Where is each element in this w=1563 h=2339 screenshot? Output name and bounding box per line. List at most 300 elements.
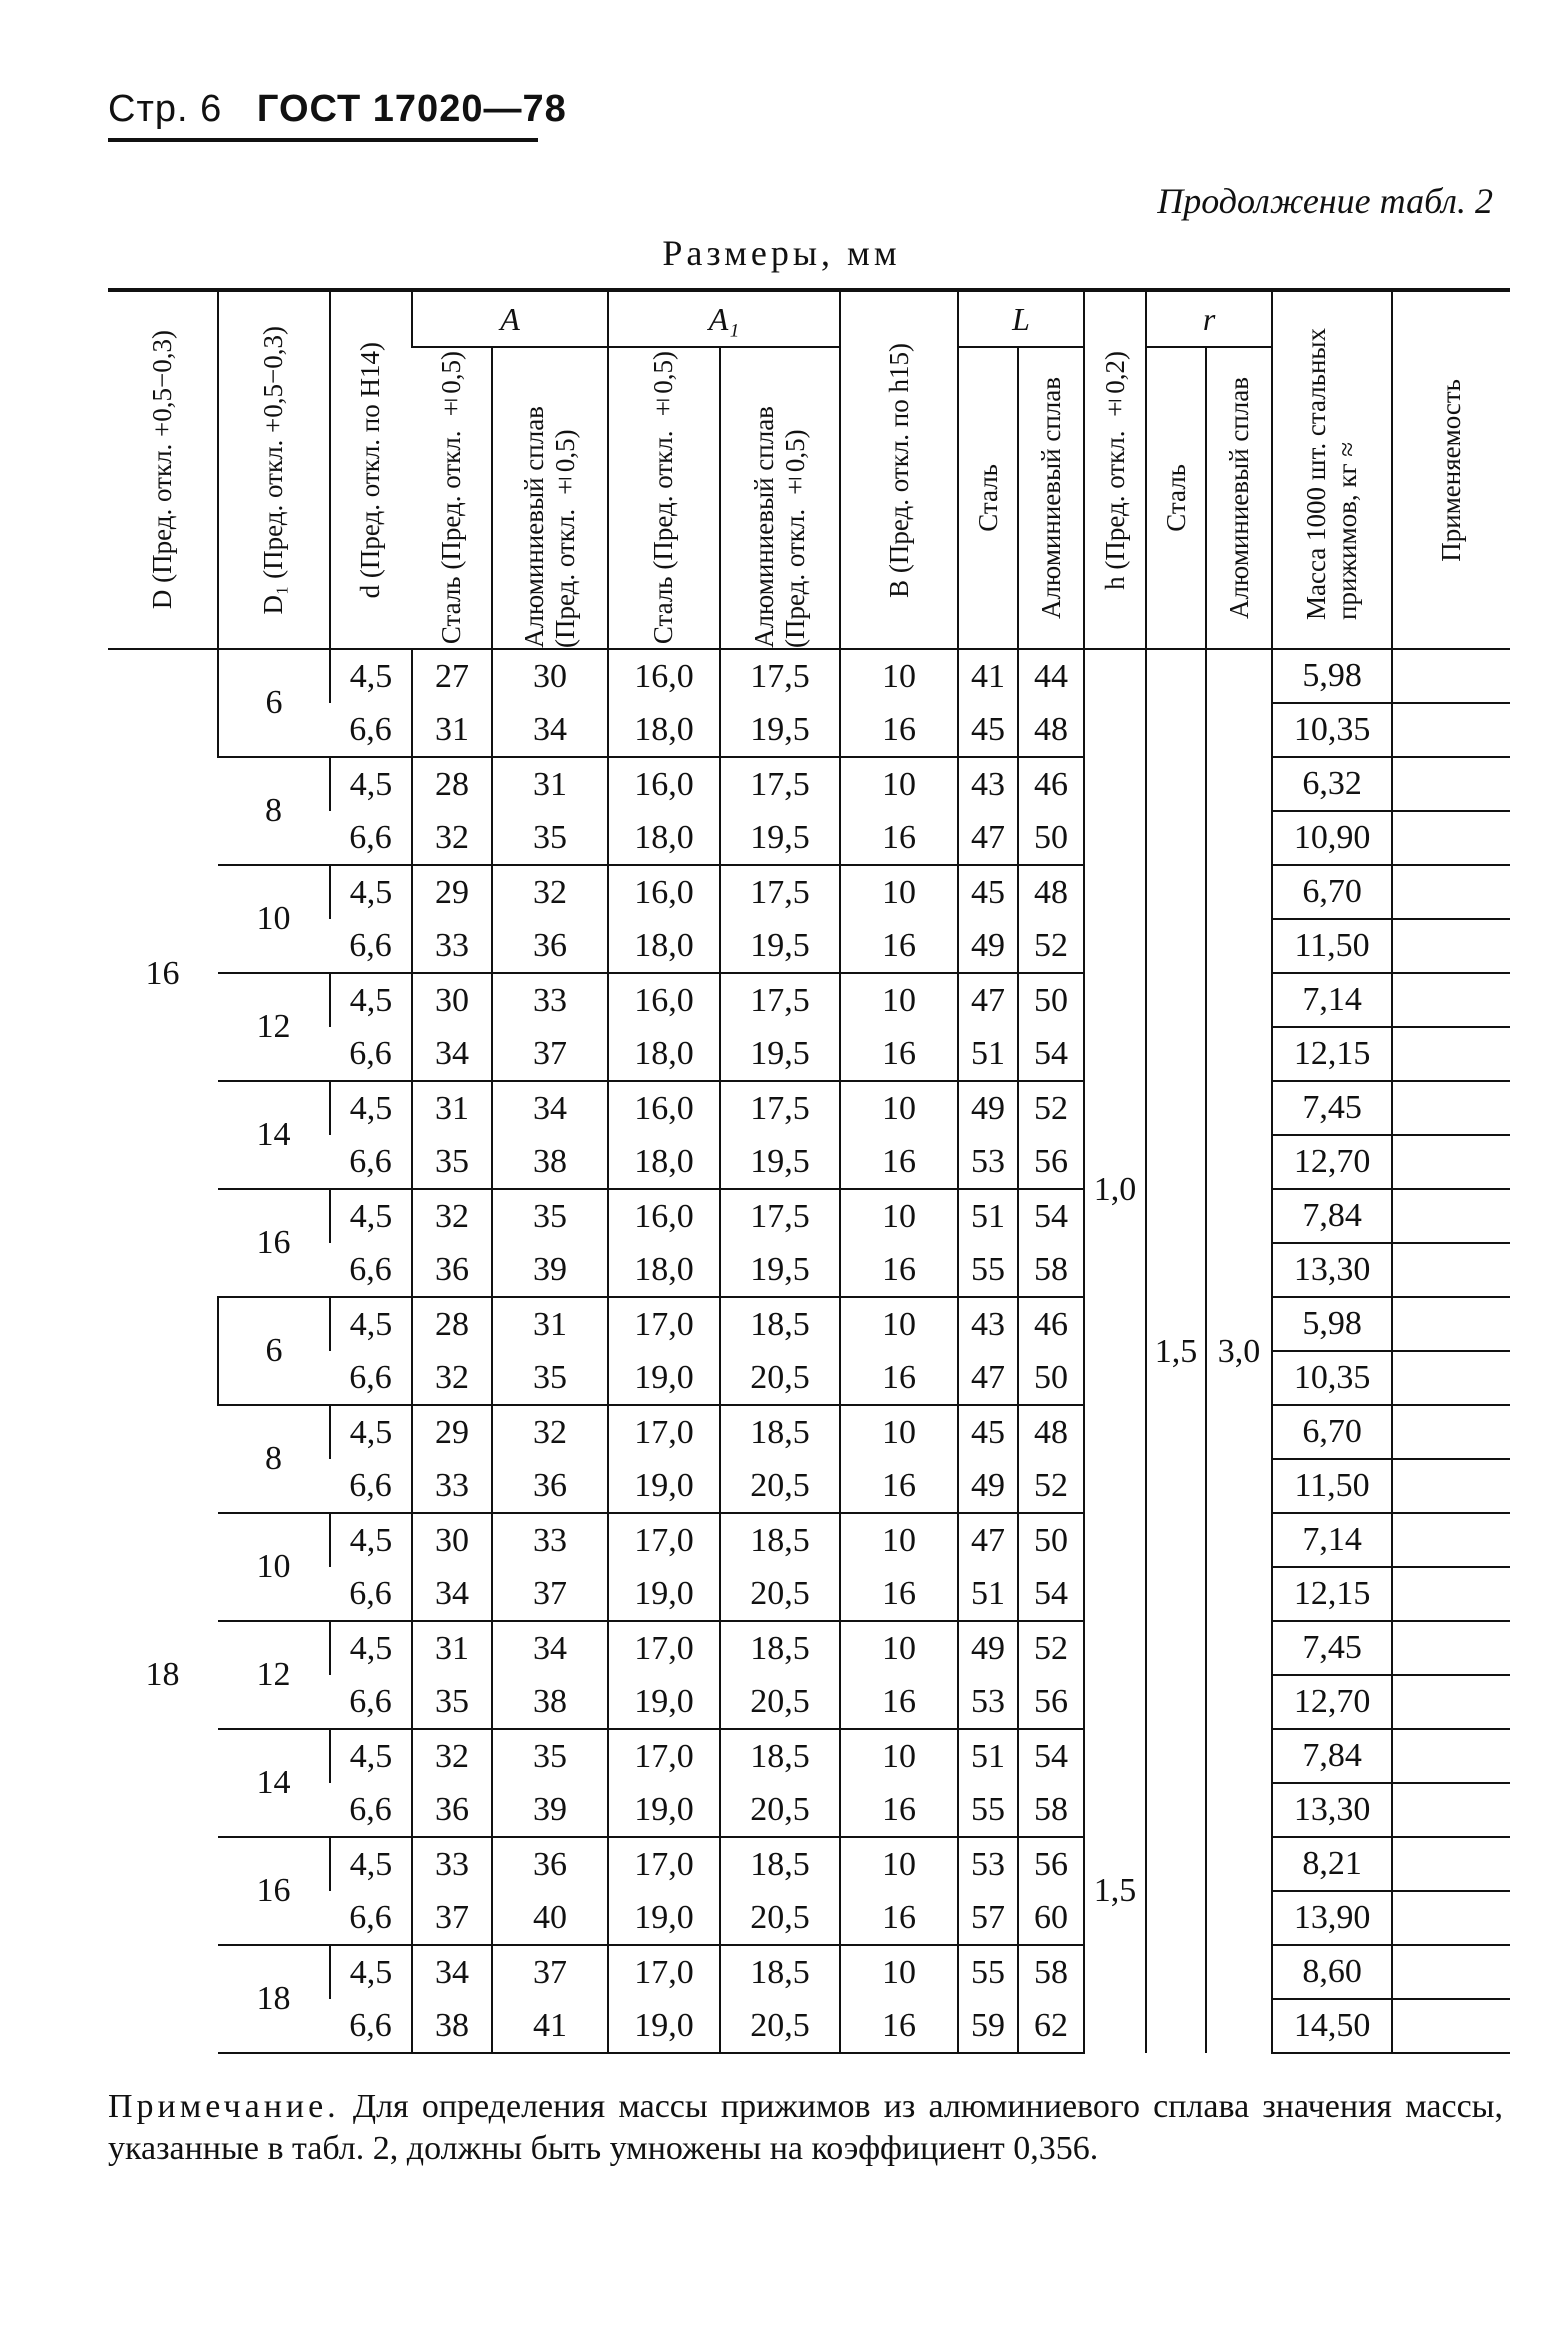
- cell-L-steel: 45: [958, 865, 1018, 919]
- cell-mass: 12,15: [1272, 1027, 1392, 1081]
- cell-B: 10: [840, 1081, 958, 1135]
- cell-mass: 7,14: [1272, 1513, 1392, 1567]
- cell-d: 4,5: [330, 1837, 412, 1891]
- table-row: [108, 1945, 1510, 1999]
- col-header-D: D (Пред. откл. +0,5−0,3): [108, 290, 218, 649]
- cell-A1-steel: 19,0: [608, 1891, 720, 1945]
- cell-d: 4,5: [330, 1405, 412, 1459]
- cell-A1-alu: 17,5: [720, 649, 840, 703]
- col-group-A1: A₁: [608, 290, 840, 347]
- cell-A-steel: 33: [412, 1837, 492, 1891]
- cell-L-alu: 52: [1018, 1081, 1084, 1135]
- note-text: Для определения массы прижимов из алюминиевого сплава значения массы, указанные в табл. 2, должны быть умножены на коэффициент 0,356.: [108, 2088, 1503, 2167]
- cell-A-alu: 35: [492, 1189, 608, 1243]
- cell-d: 4,5: [330, 649, 412, 703]
- cell-L-alu: 56: [1018, 1837, 1084, 1891]
- cell-L-alu: 58: [1018, 1945, 1084, 1999]
- cell-applicability: [1392, 1891, 1510, 1945]
- col-header-h: h (Пред. откл. ±0,2): [1084, 290, 1146, 649]
- col-header-A1-alu: Алюминиевый сплав (Пред. откл. ±0,5): [720, 347, 840, 649]
- cell-L-steel: 49: [958, 1459, 1018, 1513]
- cell-mass: 6,70: [1272, 865, 1392, 919]
- cell-B: 10: [840, 1405, 958, 1459]
- table-row: [108, 757, 1510, 811]
- cell-L-steel: 53: [958, 1675, 1018, 1729]
- cell-A-alu: 34: [492, 1621, 608, 1675]
- cell-A-steel: 29: [412, 1405, 492, 1459]
- cell-mass: 10,90: [1272, 811, 1392, 865]
- cell-L-steel: 55: [958, 1945, 1018, 1999]
- cell-applicability: [1392, 757, 1510, 811]
- cell-applicability: [1392, 1729, 1510, 1783]
- cell-A1-steel: 18,0: [608, 1243, 720, 1297]
- table-row: [108, 1189, 1510, 1243]
- cell-A-alu: 34: [492, 703, 608, 757]
- cell-d: 4,5: [330, 757, 412, 811]
- cell-d: 6,6: [330, 1675, 412, 1729]
- cell-B: 10: [840, 973, 958, 1027]
- cell-L-alu: 46: [1018, 757, 1084, 811]
- cell-applicability: [1392, 1945, 1510, 1999]
- cell-A-alu: 40: [492, 1891, 608, 1945]
- cell-d: 6,6: [330, 919, 412, 973]
- cell-A1-steel: 16,0: [608, 757, 720, 811]
- cell-A1-alu: 20,5: [720, 1351, 840, 1405]
- cell-A-alu: 39: [492, 1243, 608, 1297]
- cell-applicability: [1392, 1621, 1510, 1675]
- cell-A1-alu: 17,5: [720, 973, 840, 1027]
- cell-A-alu: 36: [492, 1837, 608, 1891]
- cell-A-steel: 32: [412, 1351, 492, 1405]
- cell-A-steel: 35: [412, 1675, 492, 1729]
- cell-A1-steel: 19,0: [608, 1351, 720, 1405]
- cell-A-steel: 28: [412, 1297, 492, 1351]
- cell-B: 10: [840, 757, 958, 811]
- cell-A-steel: 37: [412, 1891, 492, 1945]
- cell-A-alu: 38: [492, 1675, 608, 1729]
- cell-A-steel: 38: [412, 1999, 492, 2053]
- cell-A1-alu: 17,5: [720, 865, 840, 919]
- cell-r-steel: 1,5: [1146, 649, 1206, 2053]
- cell-A-alu: 32: [492, 865, 608, 919]
- cell-A1-alu: 19,5: [720, 1243, 840, 1297]
- cell-mass: 11,50: [1272, 1459, 1392, 1513]
- cell-L-alu: 60: [1018, 1891, 1084, 1945]
- cell-A-steel: 33: [412, 919, 492, 973]
- cell-L-alu: 58: [1018, 1783, 1084, 1837]
- cell-A1-alu: 19,5: [720, 703, 840, 757]
- cell-L-alu: 56: [1018, 1675, 1084, 1729]
- cell-L-alu: 52: [1018, 919, 1084, 973]
- cell-mass: 13,30: [1272, 1783, 1392, 1837]
- table-row: [108, 1729, 1510, 1783]
- cell-B: 16: [840, 1999, 958, 2053]
- cell-B: 16: [840, 703, 958, 757]
- cell-A1-steel: 18,0: [608, 811, 720, 865]
- cell-A1-steel: 18,0: [608, 1027, 720, 1081]
- cell-L-steel: 49: [958, 1081, 1018, 1135]
- cell-applicability: [1392, 703, 1510, 757]
- cell-A-alu: 37: [492, 1027, 608, 1081]
- cell-applicability: [1392, 973, 1510, 1027]
- cell-A1-steel: 16,0: [608, 1081, 720, 1135]
- cell-A1-alu: 20,5: [720, 1891, 840, 1945]
- cell-L-alu: 56: [1018, 1135, 1084, 1189]
- cell-A1-alu: 18,5: [720, 1837, 840, 1891]
- cell-A-steel: 28: [412, 757, 492, 811]
- cell-mass: 11,50: [1272, 919, 1392, 973]
- cell-D1: 12: [218, 973, 330, 1081]
- cell-D1: 10: [218, 1513, 330, 1621]
- table-body: [108, 649, 1510, 2053]
- cell-L-alu: 58: [1018, 1243, 1084, 1297]
- cell-A-steel: 32: [412, 811, 492, 865]
- cell-D: 18: [145, 1656, 180, 1693]
- cell-A1-alu: 18,5: [720, 1405, 840, 1459]
- cell-A1-alu: 20,5: [720, 1567, 840, 1621]
- cell-B: 16: [840, 811, 958, 865]
- cell-D1: 8: [218, 757, 330, 865]
- cell-A1-steel: 16,0: [608, 1189, 720, 1243]
- header-rule: [108, 138, 538, 142]
- cell-L-steel: 47: [958, 1351, 1018, 1405]
- cell-A1-steel: 18,0: [608, 919, 720, 973]
- cell-L-steel: 59: [958, 1999, 1018, 2053]
- cell-mass: 7,14: [1272, 973, 1392, 1027]
- cell-A1-steel: 16,0: [608, 649, 720, 703]
- cell-applicability: [1392, 1081, 1510, 1135]
- cell-applicability: [1392, 865, 1510, 919]
- cell-B: 10: [840, 865, 958, 919]
- cell-mass: 6,32: [1272, 757, 1392, 811]
- cell-D1: 8: [218, 1405, 330, 1513]
- cell-d: 6,6: [330, 1243, 412, 1297]
- cell-A-steel: 32: [412, 1189, 492, 1243]
- cell-L-alu: 50: [1018, 1351, 1084, 1405]
- cell-mass: 7,45: [1272, 1081, 1392, 1135]
- cell-A1-steel: 17,0: [608, 1945, 720, 1999]
- cell-L-alu: 62: [1018, 1999, 1084, 2053]
- dimensions-table: [108, 288, 1510, 2054]
- cell-L-alu: 54: [1018, 1729, 1084, 1783]
- cell-d: 4,5: [330, 973, 412, 1027]
- cell-L-steel: 51: [958, 1027, 1018, 1081]
- cell-D1: 18: [218, 1945, 330, 2053]
- cell-applicability: [1392, 1675, 1510, 1729]
- cell-A-steel: 32: [412, 1729, 492, 1783]
- cell-D1: 16: [218, 1189, 330, 1297]
- cell-d: 6,6: [330, 1999, 412, 2053]
- cell-A1-alu: 20,5: [720, 1999, 840, 2053]
- cell-L-steel: 49: [958, 1621, 1018, 1675]
- col-header-d: d (Пред. откл. по H14): [330, 290, 412, 649]
- col-header-A1-steel: Сталь (Пред. откл. ±0,5): [608, 347, 720, 649]
- cell-d: 6,6: [330, 811, 412, 865]
- note-label: Примечание.: [108, 2088, 340, 2125]
- cell-A1-steel: 19,0: [608, 1999, 720, 2053]
- cell-d: 6,6: [330, 1783, 412, 1837]
- cell-L-alu: 44: [1018, 649, 1084, 703]
- cell-d: 4,5: [330, 1081, 412, 1135]
- cell-L-alu: 48: [1018, 865, 1084, 919]
- cell-D1: 10: [218, 865, 330, 973]
- cell-A-alu: 30: [492, 649, 608, 703]
- table-row: [108, 1297, 1510, 1351]
- cell-d: 6,6: [330, 703, 412, 757]
- cell-B: 10: [840, 649, 958, 703]
- cell-L-alu: 48: [1018, 703, 1084, 757]
- cell-A1-alu: 18,5: [720, 1729, 840, 1783]
- cell-mass: 8,21: [1272, 1837, 1392, 1891]
- cell-mass: 8,60: [1272, 1945, 1392, 1999]
- cell-A1-steel: 17,0: [608, 1729, 720, 1783]
- cell-A1-alu: 19,5: [720, 1135, 840, 1189]
- col-group-A: A: [412, 290, 608, 347]
- table-continuation-label: Продолжение табл. 2: [1157, 181, 1493, 221]
- table-row: [108, 1405, 1510, 1459]
- cell-L-alu: 50: [1018, 1513, 1084, 1567]
- cell-L-alu: 54: [1018, 1567, 1084, 1621]
- cell-D1: 6: [218, 649, 330, 757]
- cell-L-alu: 46: [1018, 1297, 1084, 1351]
- cell-A-steel: 33: [412, 1459, 492, 1513]
- cell-applicability: [1392, 1243, 1510, 1297]
- cell-D: 16: [145, 954, 180, 992]
- cell-D1: 6: [218, 1297, 330, 1405]
- cell-A-alu: 41: [492, 1999, 608, 2053]
- col-header-L-steel: Сталь: [958, 347, 1018, 649]
- cell-A1-steel: 17,0: [608, 1405, 720, 1459]
- cell-A-steel: 36: [412, 1783, 492, 1837]
- cell-A-alu: 36: [492, 1459, 608, 1513]
- cell-B: 16: [840, 1675, 958, 1729]
- cell-A-alu: 37: [492, 1945, 608, 1999]
- cell-d: 6,6: [330, 1459, 412, 1513]
- cell-L-alu: 48: [1018, 1405, 1084, 1459]
- cell-L-alu: 50: [1018, 973, 1084, 1027]
- cell-A-steel: 34: [412, 1027, 492, 1081]
- col-group-r: r: [1146, 290, 1272, 347]
- cell-applicability: [1392, 1783, 1510, 1837]
- cell-A1-alu: 19,5: [720, 1027, 840, 1081]
- cell-applicability: [1392, 1189, 1510, 1243]
- col-header-D1: D₁ (Пред. откл. +0,5−0,3): [218, 290, 330, 649]
- table-row: [108, 865, 1510, 919]
- cell-A-alu: 31: [492, 757, 608, 811]
- cell-A1-steel: 18,0: [608, 1135, 720, 1189]
- cell-mass: 14,50: [1272, 1999, 1392, 2053]
- cell-A-steel: 34: [412, 1945, 492, 1999]
- cell-A1-alu: 18,5: [720, 1621, 840, 1675]
- cell-applicability: [1392, 1459, 1510, 1513]
- table-row: [108, 1621, 1510, 1675]
- cell-mass: 12,70: [1272, 1135, 1392, 1189]
- cell-D1: 14: [218, 1729, 330, 1837]
- cell-d: 6,6: [330, 1135, 412, 1189]
- cell-A-steel: 31: [412, 1081, 492, 1135]
- cell-A1-steel: 16,0: [608, 865, 720, 919]
- cell-L-steel: 43: [958, 757, 1018, 811]
- cell-A1-alu: 20,5: [720, 1675, 840, 1729]
- cell-B: 16: [840, 919, 958, 973]
- cell-B: 10: [840, 1945, 958, 1999]
- cell-r-alu: 3,0: [1206, 649, 1272, 2053]
- cell-B: 10: [840, 1297, 958, 1351]
- cell-d: 4,5: [330, 1621, 412, 1675]
- cell-d: 6,6: [330, 1351, 412, 1405]
- cell-L-alu: 54: [1018, 1027, 1084, 1081]
- cell-L-steel: 41: [958, 649, 1018, 703]
- cell-L-steel: 45: [958, 703, 1018, 757]
- cell-A-steel: 30: [412, 1513, 492, 1567]
- cell-d: 4,5: [330, 1513, 412, 1567]
- cell-B: 16: [840, 1243, 958, 1297]
- cell-B: 10: [840, 1621, 958, 1675]
- page-header: [108, 88, 567, 131]
- cell-h: 1,0: [1084, 649, 1146, 1729]
- cell-d: 6,6: [330, 1027, 412, 1081]
- cell-A-alu: 32: [492, 1405, 608, 1459]
- cell-mass: 10,35: [1272, 703, 1392, 757]
- cell-A-alu: 31: [492, 1297, 608, 1351]
- cell-L-alu: 50: [1018, 811, 1084, 865]
- col-header-r-alu: Алюминиевый сплав: [1206, 347, 1272, 649]
- cell-A1-steel: 18,0: [608, 703, 720, 757]
- cell-applicability: [1392, 1567, 1510, 1621]
- cell-mass: 12,15: [1272, 1567, 1392, 1621]
- cell-D1: 16: [218, 1837, 330, 1945]
- cell-D1: 14: [218, 1081, 330, 1189]
- cell-mass: 7,84: [1272, 1729, 1392, 1783]
- cell-D1: 12: [218, 1621, 330, 1729]
- cell-A1-alu: 20,5: [720, 1783, 840, 1837]
- cell-A1-alu: 18,5: [720, 1297, 840, 1351]
- cell-A-steel: 36: [412, 1243, 492, 1297]
- cell-A-steel: 31: [412, 1621, 492, 1675]
- cell-mass: 13,90: [1272, 1891, 1392, 1945]
- cell-applicability: [1392, 1027, 1510, 1081]
- cell-A-alu: 38: [492, 1135, 608, 1189]
- cell-h: 1,5: [1084, 1729, 1146, 2053]
- cell-A1-alu: 18,5: [720, 1945, 840, 1999]
- cell-d: 4,5: [330, 1189, 412, 1243]
- cell-d: 4,5: [330, 865, 412, 919]
- cell-B: 10: [840, 1513, 958, 1567]
- cell-A1-alu: 20,5: [720, 1459, 840, 1513]
- cell-B: 10: [840, 1189, 958, 1243]
- col-header-r-steel: Сталь: [1146, 347, 1206, 649]
- cell-L-steel: 55: [958, 1783, 1018, 1837]
- cell-A1-alu: 19,5: [720, 919, 840, 973]
- cell-L-steel: 53: [958, 1837, 1018, 1891]
- cell-mass: 12,70: [1272, 1675, 1392, 1729]
- cell-A1-steel: 17,0: [608, 1837, 720, 1891]
- cell-applicability: [1392, 811, 1510, 865]
- cell-applicability: [1392, 1999, 1510, 2053]
- cell-A-steel: 30: [412, 973, 492, 1027]
- cell-applicability: [1392, 1837, 1510, 1891]
- col-header-A-steel: Сталь (Пред. откл. ±0,5): [412, 347, 492, 649]
- cell-A1-steel: 16,0: [608, 973, 720, 1027]
- cell-applicability: [1392, 1405, 1510, 1459]
- cell-A-alu: 39: [492, 1783, 608, 1837]
- cell-L-steel: 47: [958, 1513, 1018, 1567]
- cell-B: 10: [840, 1729, 958, 1783]
- cell-applicability: [1392, 1297, 1510, 1351]
- cell-applicability: [1392, 1513, 1510, 1567]
- units-caption: Размеры, мм: [662, 233, 901, 273]
- cell-L-steel: 55: [958, 1243, 1018, 1297]
- col-header-L-alu: Алюминиевый сплав: [1018, 347, 1084, 649]
- cell-L-steel: 51: [958, 1189, 1018, 1243]
- table-note: [108, 2086, 1503, 2170]
- cell-applicability: [1392, 919, 1510, 973]
- cell-applicability: [1392, 649, 1510, 703]
- cell-A1-alu: 19,5: [720, 811, 840, 865]
- cell-L-steel: 47: [958, 811, 1018, 865]
- cell-B: 16: [840, 1459, 958, 1513]
- col-header-mass: Масса 1000 шт. стальных прижимов, кг ≈: [1272, 290, 1392, 649]
- cell-A1-steel: 17,0: [608, 1297, 720, 1351]
- cell-A-alu: 34: [492, 1081, 608, 1135]
- cell-A1-steel: 17,0: [608, 1513, 720, 1567]
- cell-A-steel: 29: [412, 865, 492, 919]
- cell-L-alu: 52: [1018, 1459, 1084, 1513]
- col-header-B: B (Пред. откл. по h15): [840, 290, 958, 649]
- col-group-L: L: [958, 290, 1084, 347]
- cell-d: 6,6: [330, 1891, 412, 1945]
- cell-mass: 13,30: [1272, 1243, 1392, 1297]
- cell-B: 16: [840, 1783, 958, 1837]
- cell-B: 16: [840, 1027, 958, 1081]
- cell-A1-steel: 19,0: [608, 1783, 720, 1837]
- cell-B: 16: [840, 1891, 958, 1945]
- col-header-A-alu: Алюминиевый сплав (Пред. откл. ±0,5): [492, 347, 608, 649]
- cell-A-alu: 35: [492, 1729, 608, 1783]
- cell-A-steel: 27: [412, 649, 492, 703]
- cell-mass: 7,45: [1272, 1621, 1392, 1675]
- cell-L-steel: 43: [958, 1297, 1018, 1351]
- cell-d: 4,5: [330, 1297, 412, 1351]
- cell-L-steel: 45: [958, 1405, 1018, 1459]
- cell-A1-alu: 17,5: [720, 1189, 840, 1243]
- page-number: Стр. 6: [108, 88, 223, 130]
- cell-A1-alu: 18,5: [720, 1513, 840, 1567]
- cell-A1-steel: 19,0: [608, 1675, 720, 1729]
- table-row: [108, 1837, 1510, 1891]
- table-row: [108, 973, 1510, 1027]
- cell-A1-steel: 19,0: [608, 1567, 720, 1621]
- table-row: [108, 1513, 1510, 1567]
- cell-mass: 5,98: [1272, 649, 1392, 703]
- cell-B: 16: [840, 1135, 958, 1189]
- cell-A1-alu: 17,5: [720, 1081, 840, 1135]
- cell-d: 6,6: [330, 1567, 412, 1621]
- cell-L-alu: 54: [1018, 1189, 1084, 1243]
- cell-B: 16: [840, 1567, 958, 1621]
- cell-L-steel: 53: [958, 1135, 1018, 1189]
- cell-A1-steel: 17,0: [608, 1621, 720, 1675]
- cell-L-steel: 49: [958, 919, 1018, 973]
- table-row: [108, 649, 1510, 703]
- cell-L-alu: 52: [1018, 1621, 1084, 1675]
- cell-mass: 10,35: [1272, 1351, 1392, 1405]
- cell-mass: 5,98: [1272, 1297, 1392, 1351]
- cell-A1-alu: 17,5: [720, 757, 840, 811]
- cell-L-steel: 51: [958, 1567, 1018, 1621]
- cell-B: 16: [840, 1351, 958, 1405]
- col-header-applicability: Применяемость: [1392, 290, 1510, 649]
